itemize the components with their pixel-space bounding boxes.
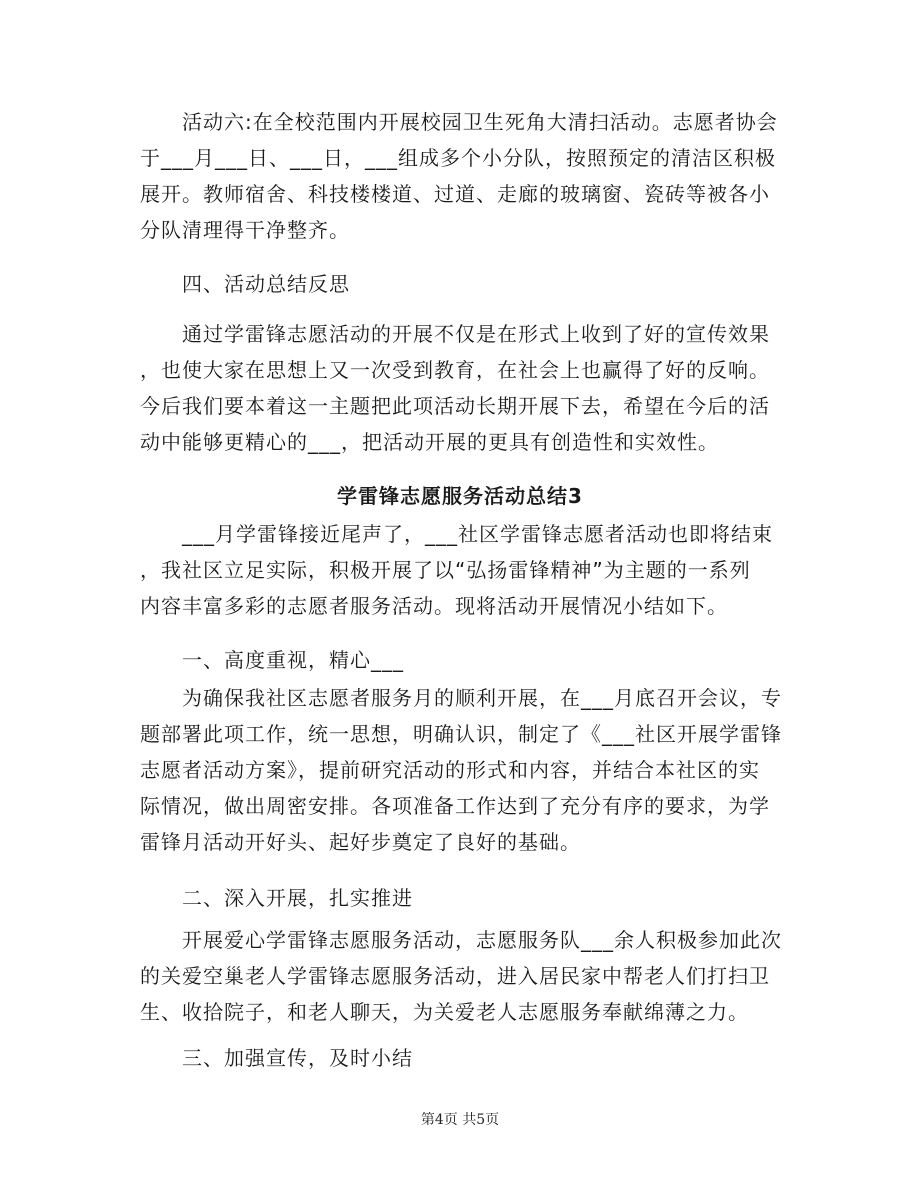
paragraph-two <box>140 922 780 1030</box>
page-footer: 第4页 共5页 <box>420 1112 500 1128</box>
heading-reflection <box>140 266 780 302</box>
text-line: ，也使大家在思想上又一次受到教育，在社会上也赢得了好的反响。 <box>140 358 770 382</box>
heading-three <box>140 1040 780 1076</box>
text-line: 题部署此项工作，统一思想，明确认识，制定了《___社区开展学雷锋 <box>140 722 782 746</box>
text-line: 于___月___日、___日，___组成多个小分队，按照预定的清洁区积极 <box>140 146 776 170</box>
text-line: 际情况，做出周密安排。各项准备工作达到了充分有序的要求，为学 <box>140 794 770 818</box>
text-line: 分队清理得干净整齐。 <box>140 218 350 242</box>
heading-one <box>140 642 780 678</box>
text-line: 内容丰富多彩的志愿者服务活动。现将活动开展情况小结如下。 <box>140 594 728 618</box>
text-line: 二、深入开展，扎实推进 <box>140 886 413 910</box>
text-line: 为确保我社区志愿者服务月的顺利开展，在___月底召开会议，专 <box>140 686 782 710</box>
text-line: 动中能够更精心的___，把活动开展的更具有创造性和实效性。 <box>140 430 719 454</box>
text-line: 活动六:在全校范围内开展校园卫生死角大清扫活动。志愿者协会 <box>140 110 778 134</box>
text-line: ___月学雷锋接近尾声了，___社区学雷锋志愿者活动也即将结束 <box>140 522 773 546</box>
paragraph-reflection <box>140 316 780 460</box>
text-line: 通过学雷锋志愿活动的开展不仅是在形式上收到了好的宣传效果 <box>140 322 770 346</box>
paragraph-intro <box>140 516 780 624</box>
text-line: 雷锋月活动开好头、起好步奠定了良好的基础。 <box>140 830 581 854</box>
paragraph-activity-six <box>140 104 780 248</box>
text-line: 一、高度重视，精心___ <box>140 648 404 672</box>
text-line: 志愿者活动方案》，提前研究活动的形式和内容，并结合本社区的实 <box>140 758 760 782</box>
text-line: 开展爱心学雷锋志愿服务活动，志愿服务队___余人积极参加此次 <box>140 928 782 952</box>
section-title: 学雷锋志愿服务活动总结3 <box>337 484 583 508</box>
text-line: 今后我们要本着这一主题把此项活动长期开展下去，希望在今后的活 <box>140 394 770 418</box>
text-line: 四、活动总结反思 <box>140 272 350 296</box>
text-line: 的关爱空巢老人学雷锋志愿服务活动，进入居民家中帮老人们打扫卫 <box>140 964 770 988</box>
heading-two <box>140 880 780 916</box>
text-line: 展开。教师宿舍、科技楼楼道、过道、走廊的玻璃窗、瓷砖等被各小 <box>140 182 770 206</box>
text-line: 三、加强宣传，及时小结 <box>140 1046 413 1070</box>
text-line: 生、收拾院子，和老人聊天，为关爱老人志愿服务奉献绵薄之力。 <box>140 1000 749 1024</box>
text-line: ，我社区立足实际，积极开展了以“弘扬雷锋精神”为主题的一系列 <box>140 558 751 582</box>
paragraph-one <box>140 680 780 860</box>
